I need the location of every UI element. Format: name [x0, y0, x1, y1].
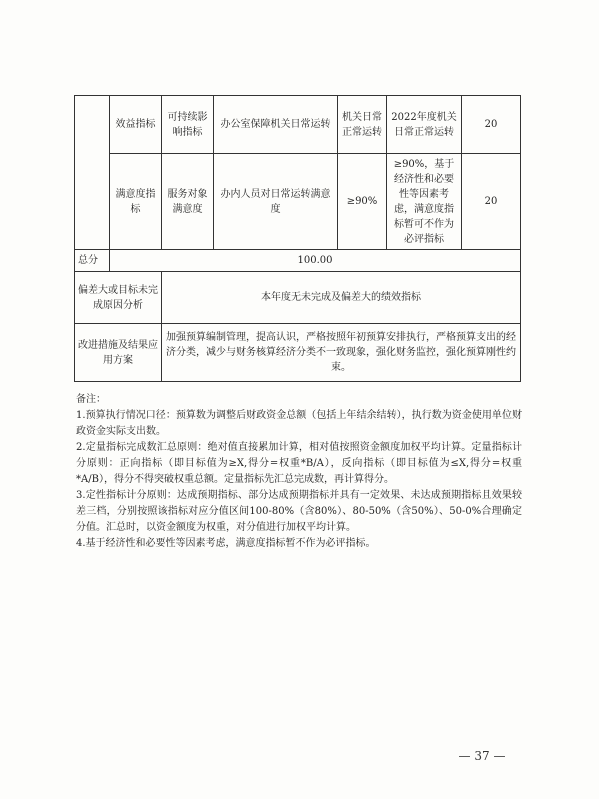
empty-cell	[75, 96, 110, 250]
deviation-label-cell: 偏差大或目标未完成原因分析	[75, 272, 162, 324]
score-cell: 20	[462, 154, 521, 250]
improvement-label-cell: 改进措施及结果应用方案	[75, 324, 162, 382]
performance-table	[74, 95, 521, 382]
note-item: 3.定性指标计分原则：达成预期指标、部分达成预期指标并具有一定效果、未达成预期指标且效果较差三档，分别按照该指标对应分值区间100-80%（含80%）、80-50%（含50%）、50-0%合理确定分值。汇总时，以资金额度为权重，对分值进行加权平均计算。	[76, 490, 522, 533]
indicator-name-cell: 办公室保障机关日常运转	[214, 96, 338, 154]
page-number: — 37 —	[458, 749, 506, 763]
score-cell: 20	[462, 96, 521, 154]
actual-value-cell: ≥90%，基于经济性和必要性等因素考虑，满意度指标暂可不作为必评指标	[387, 154, 462, 250]
total-value-cell: 100.00	[110, 250, 521, 272]
improvement-row	[75, 324, 521, 382]
deviation-text-cell: 本年度无未完成及偏差大的绩效指标	[162, 272, 521, 324]
total-label-cell: 总分	[75, 250, 110, 272]
table-row	[75, 96, 521, 154]
note-item: 1.预算执行情况口径：预算数为调整后财政资金总额（包括上年结余结转），执行数为资金使用单位财政资金实际支出数。	[76, 410, 522, 437]
notes-title: 备注：	[76, 394, 106, 405]
indicator-name-cell: 办内人员对日常运转满意度	[214, 154, 338, 250]
actual-value-cell: 2022年度机关日常正常运转	[387, 96, 462, 154]
total-row	[75, 250, 521, 272]
indicator-category-cell: 满意度指标	[110, 154, 162, 250]
notes-section	[76, 392, 522, 552]
note-item: 2.定量指标完成数汇总原则：绝对值直接累加计算，相对值按照资金额度加权平均计算。定量指标计分原则：正向指标（即目标值为≥X,得分=权重*B/A），反向指标（即目标值为≤X,得分=权重*A/B），得分不得突破权重总额。定量指标先汇总完成数，再计算得分。	[76, 442, 522, 485]
indicator-category-cell: 效益指标	[110, 96, 162, 154]
indicator-subcategory-cell: 可持续影响指标	[162, 96, 214, 154]
table-row	[75, 154, 521, 250]
target-value-cell: 机关日常正常运转	[338, 96, 387, 154]
indicator-subcategory-cell: 服务对象满意度	[162, 154, 214, 250]
improvement-text-cell: 加强预算编制管理，提高认识，严格按照年初预算安排执行，严格预算支出的经济分类，减少与财务核算经济分类不一致现象，强化财务监控，强化预算刚性约束。	[162, 324, 521, 382]
deviation-row	[75, 272, 521, 324]
target-value-cell: ≥90%	[338, 154, 387, 250]
note-item: 4.基于经济性和必要性等因素考虑，满意度指标暂不作为必评指标。	[76, 538, 376, 549]
